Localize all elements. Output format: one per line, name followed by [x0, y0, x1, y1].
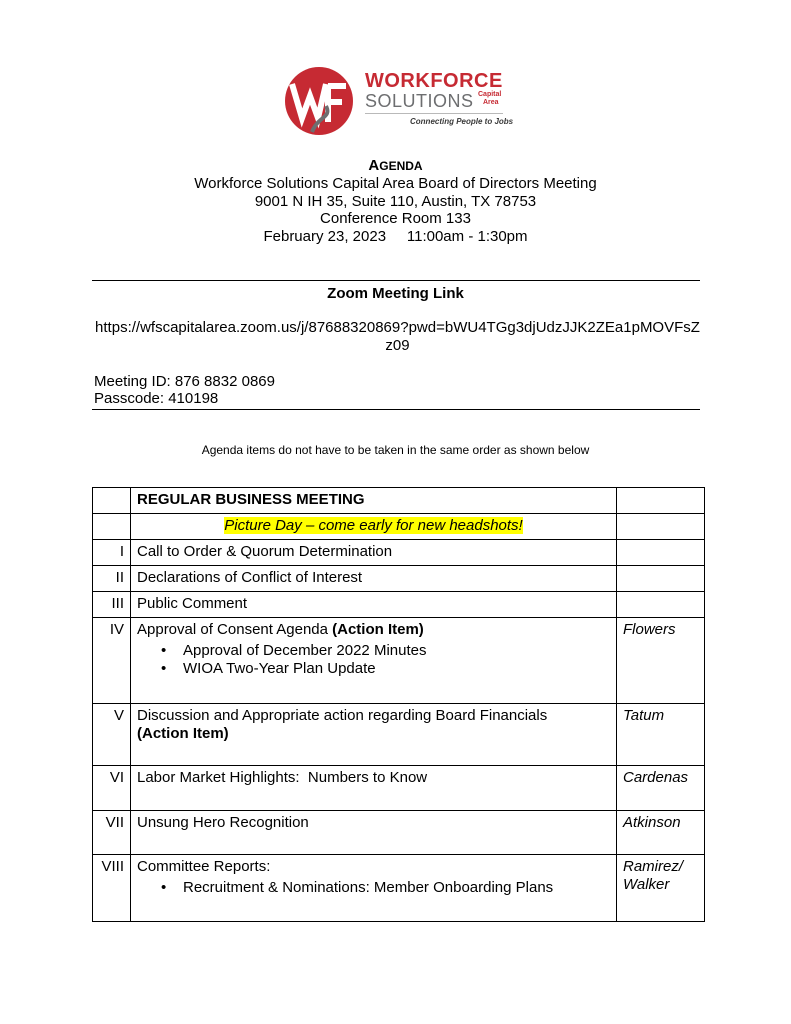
workforce-solutions-logo: [282, 66, 522, 136]
table-row: [93, 704, 705, 766]
table-row: [93, 766, 705, 811]
item-content: [131, 704, 617, 766]
item-presenter: Tatum: [617, 704, 705, 766]
item-number: III: [93, 592, 131, 618]
meeting-header: [0, 157, 791, 245]
table-row: [93, 811, 705, 855]
table-cell: [617, 488, 705, 514]
agenda-table: [92, 487, 705, 922]
action-item-label: (Action Item): [332, 621, 424, 638]
sub-item: • Approval of December 2022 Minutes: [183, 642, 610, 660]
table-row: [93, 488, 705, 514]
item-number: I: [93, 540, 131, 566]
item-presenter: [617, 592, 705, 618]
item-title: Public Comment: [131, 592, 617, 618]
table-cell: [617, 514, 705, 540]
item-title: Call to Order & Quorum Determination: [131, 540, 617, 566]
item-presenter: [617, 566, 705, 592]
divider-top: [92, 280, 700, 281]
table-row: [93, 566, 705, 592]
zoom-title: Zoom Meeting Link: [327, 285, 464, 302]
item-presenter: [617, 540, 705, 566]
meeting-name: Workforce Solutions Capital Area Board of Directors Meeting: [194, 175, 597, 192]
logo-word-solutions: SOLUTIONS: [365, 91, 474, 111]
item-number: VII: [93, 811, 131, 855]
table-row: [93, 855, 705, 922]
item-title: Declarations of Conflict of Interest: [131, 566, 617, 592]
section-title: REGULAR BUSINESS MEETING: [131, 488, 617, 514]
logo-tagline: Connecting People to Jobs: [410, 117, 514, 126]
item-content: [131, 618, 617, 704]
item-number: II: [93, 566, 131, 592]
meeting-room: Conference Room 133: [320, 210, 471, 227]
agenda-title: AGENDA: [368, 157, 423, 174]
agenda-order-note: Agenda items do not have to be taken in the same order as shown below: [201, 443, 590, 457]
item-number: V: [93, 704, 131, 766]
item-title: Discussion and Appropriate action regarding Board Financials: [137, 707, 548, 724]
sub-item: • Recruitment & Nominations: Member Onboarding Plans: [183, 879, 610, 897]
picture-day-note: Picture Day – come early for new headshots!: [131, 514, 617, 540]
item-number: VIII: [93, 855, 131, 922]
item-presenter: Ramirez/ Walker: [617, 855, 705, 922]
item-content: [131, 855, 617, 922]
sub-item-list: [137, 642, 610, 678]
action-item-label: (Action Item): [137, 725, 229, 742]
meeting-address: 9001 N IH 35, Suite 110, Austin, TX 78753: [254, 192, 537, 210]
table-cell: [93, 488, 131, 514]
item-title: Labor Market Highlights: Numbers to Know: [131, 766, 617, 811]
sub-item: • WIOA Two-Year Plan Update: [183, 660, 610, 678]
item-presenter: Flowers: [617, 618, 705, 704]
item-title: Unsung Hero Recognition: [131, 811, 617, 855]
item-title: Approval of Consent Agenda: [137, 621, 333, 638]
meeting-passcode: Passcode: 410198: [94, 390, 219, 407]
table-row: [93, 540, 705, 566]
logo-divider: [365, 113, 503, 114]
item-number: VI: [93, 766, 131, 811]
zoom-meeting-link[interactable]: https://wfscapitalarea.zoom.us/j/87688320869?pwd=bWU4TGg3djUdzJJK2ZEa1pMOVFsZz09: [95, 319, 700, 354]
wsf-logo-icon: [282, 66, 356, 136]
divider-bottom: [92, 409, 700, 410]
item-title: Committee Reports:: [137, 858, 271, 875]
table-row: [93, 592, 705, 618]
item-number: IV: [93, 618, 131, 704]
table-row: [93, 618, 705, 704]
table-row: [93, 514, 705, 540]
table-cell: [93, 514, 131, 540]
item-presenter: Cardenas: [617, 766, 705, 811]
logo-word-workforce: WORKFORCE: [365, 70, 503, 92]
logo-capital-area: Capital Area: [478, 91, 502, 106]
meeting-id: Meeting ID: 876 8832 0869: [94, 373, 275, 390]
item-presenter: Atkinson: [617, 811, 705, 855]
sub-item-list: [137, 879, 610, 897]
meeting-date-time: February 23, 2023 11:00am - 1:30pm: [263, 227, 528, 245]
